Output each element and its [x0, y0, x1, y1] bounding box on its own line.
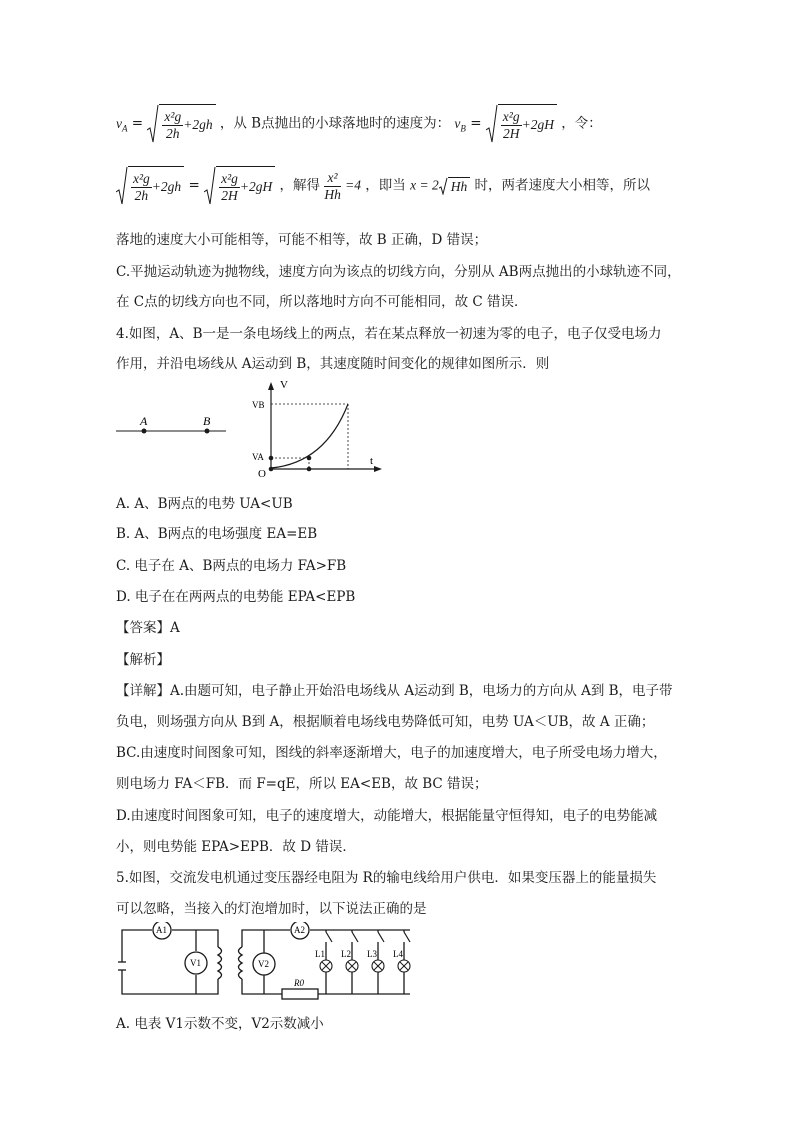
formula-va-line: $v_A$ = $\frac{\text{x²g}}{2h}$ +2gh ，从 B点抛出的小球落地时的速度为： $v_B$ = $\frac{\text{x²g}}{2H}$ +2gH ，令：: [116, 104, 602, 144]
sqrt-lhs: $\frac{\text{x²g}}{2h}$ +2gh: [116, 166, 184, 206]
sqrt-rhs: $\frac{\text{x²g}}{2H}$ +2gH: [204, 166, 275, 206]
question-5-line1: 5.如图，交流发电机通过变压器经电阻为 R的输电线给用户供电．如果变压器上的能量损失: [116, 870, 657, 886]
ammeter-a1-label: A1: [156, 925, 167, 935]
equals-sign: =: [131, 115, 144, 132]
detail-line6: 小，则电势能 EPA>EPB．故 D 错误．: [116, 839, 356, 855]
detail-line2: 负电，则场强方向从 B到 A，根据顺着电场线电势降低可知，电势 UA＜UB，故 A 正确；: [116, 714, 655, 730]
detail-line3: BC.由速度时间图象可知，图线的斜率逐渐增大，电子的加速度增大，电子所受电场力增大，: [116, 745, 667, 761]
voltmeter-v2-label: V2: [258, 959, 269, 969]
lamp-l4-label: L4: [393, 949, 403, 959]
option-a: A. A、B两点的电势 UA<UB: [116, 496, 293, 512]
velocity-time-graph: [250, 378, 390, 478]
secondary-bottom-wire: [242, 979, 282, 994]
transformer-circuit-diagram: [114, 922, 419, 1002]
sqrt-va: $\frac{\text{x²g}}{2h}$ +2gh: [147, 104, 215, 144]
option-d: D. 电子在在两两点的电势能 EPA<EPB: [116, 589, 356, 605]
primary-top-wire: [122, 930, 152, 962]
result-fraction: $\frac{\text{x²}}{Hh}$: [324, 169, 341, 202]
va-symbol: $v_A$: [116, 115, 128, 134]
point-b-label: B: [203, 414, 211, 428]
option-c: C. 电子在 A、B两点的电场力 FA>FB: [116, 558, 347, 574]
text-c-line2: 在 C点的切线方向也不同，所以落地时方向不可能相同，故 C 错误．: [116, 294, 528, 310]
point-a-dot: [142, 429, 147, 434]
va-curve-dot: [307, 456, 312, 461]
voltmeter-v1-label: V1: [190, 958, 201, 968]
point-a-label: A: [140, 414, 148, 428]
ammeter-a2-label: A2: [294, 925, 305, 935]
primary-top-wire-right: [172, 930, 218, 947]
vb-symbol: $v_B$: [454, 115, 466, 134]
detail-line4: 则电场力 FA＜FB．而 F=qE，所以 EA<EB，故 BC 错误；: [116, 776, 488, 792]
point-b-dot: [205, 429, 210, 434]
analysis-heading: 【解析】: [116, 652, 170, 668]
primary-bottom-wire: [122, 970, 218, 994]
formula-text-mid: ，从 B点抛出的小球落地时的速度为：: [219, 115, 451, 132]
detail-line5: D.由速度时间图象可知，电子的速度增大，动能增大，根据能量守恒得知，电子的电势能减: [116, 808, 658, 824]
vb-label: VB: [252, 400, 265, 410]
resistor-r0-label: R0: [294, 978, 304, 988]
v-axis-label: V: [280, 379, 288, 391]
formula-equation-line: $\frac{\text{x²g}}{2h}$ +2gh = $\frac{\text{x²g}}{2H}$ +2gH ，解得 $\frac{\text{x²}}{Hh}$ =4 ，即当 x = 2 Hh 时，两者速度大小相等，所以: [116, 166, 650, 206]
option-b: B. A、B两点的电场强度 EA=EB: [116, 526, 318, 542]
text-b-conclusion: 落地的速度大小可能相等，可能不相等，故 B 正确，D 错误；: [116, 232, 488, 248]
secondary-top-wire: [242, 930, 290, 947]
question-5-line2: 可以忽略，当接入的灯泡增加时，以下说法正确的是: [116, 901, 427, 917]
lamp-l3-label: L3: [367, 949, 377, 959]
primary-coil: [218, 947, 222, 979]
question-4-line1: 4.如图，A、B一是一条电场线上的两点，若在某点释放一初速为零的电子，电子仅受电场力: [116, 326, 662, 342]
t-axis-label: t: [370, 455, 374, 467]
text-c-line1: C.平抛运动轨迹为抛物线，速度方向为该点的切线方向，分别从 AB两点抛出的小球轨迹不同，: [116, 264, 681, 280]
question-4-line2: 作用，并沿电场线从 A运动到 B，其速度随时间变化的规律如图所示．则: [116, 356, 550, 372]
origin-dot: [269, 467, 274, 472]
origin-label: O: [258, 468, 266, 478]
resistor-r0: [282, 989, 318, 999]
lamp-l1-label: L1: [315, 949, 325, 959]
field-line-figure: [114, 410, 234, 440]
question-5-option-a: A. 电表 V1示数不变，V2示数减小: [116, 1016, 324, 1032]
v-axis-arrow-icon: [268, 382, 274, 390]
secondary-coil: [239, 947, 243, 979]
ta-axis-dot: [307, 467, 312, 472]
detail-line1: 【详解】A.由题可知，电子静止开始沿电场线从 A运动到 B，电场力的方向从 A到 B，电子带: [116, 683, 673, 699]
va-label: VA: [252, 452, 264, 462]
va-axis-dot: [269, 456, 274, 461]
sqrt-hh: Hh: [439, 177, 471, 195]
t-axis-arrow-icon: [374, 466, 382, 472]
lamp-l2-label: L2: [341, 949, 351, 959]
answer-line: 【答案】A: [116, 620, 180, 636]
sqrt-vb: $\frac{\text{x²g}}{2H}$ +2gH: [486, 104, 557, 144]
